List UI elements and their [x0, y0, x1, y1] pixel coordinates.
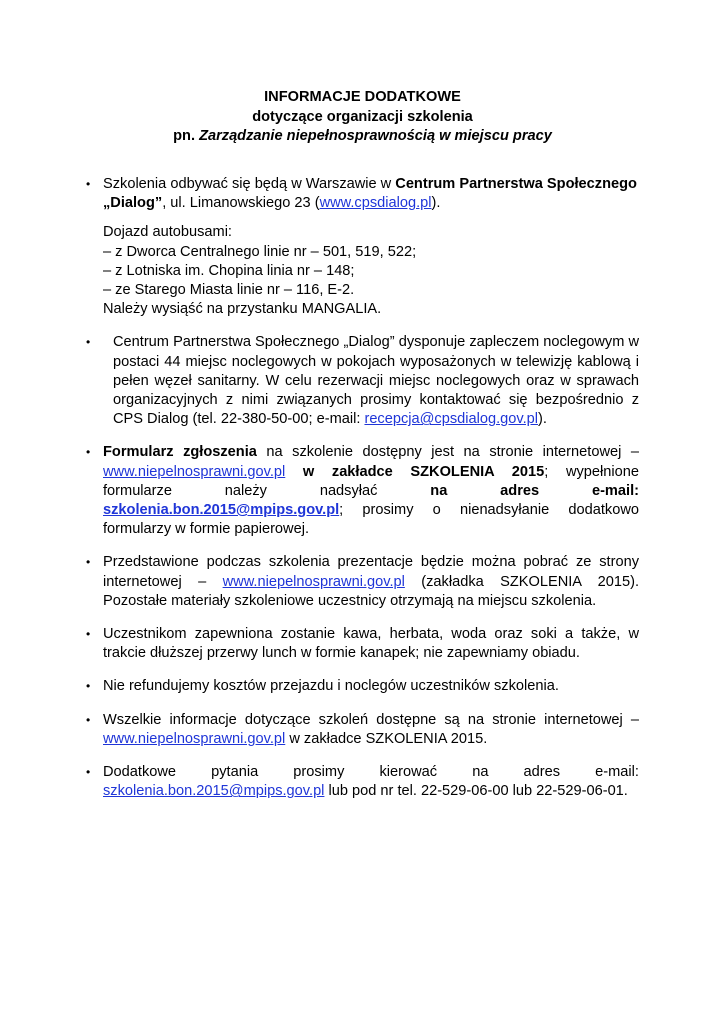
questions-first-line: [103, 763, 639, 782]
accommodation-text-part: Centrum Partnerstwa Społecznego „Dialog” dysponuje zapleczem noclegowym w postaci 44 miejsc noclegowych w pokojach wyposażonych w telewizję kablową i pełen węzeł sanitarny. W celu rezerwacji miejsc noclegowych oraz w sprawach organizacyjnych z nimi związanych prosimy kontaktować się bezpośrednio z CPS Dialog (tel. 22-380-50-00; e-mail:: [113, 334, 639, 428]
niepelnosprawni-link[interactable]: www.niepelnosprawni.gov.pl: [103, 730, 286, 747]
header-training-title: Zarządzanie niepełnosprawnością w miejscu pracy: [199, 128, 552, 144]
more-info-text-part: Wszelkie informacje dotyczące szkoleń dostępne są na stronie internetowej –: [103, 711, 639, 728]
training-email-link[interactable]: szkolenia.bon.2015@mpips.gov.pl: [103, 502, 340, 519]
bullet-icon: •: [86, 177, 91, 191]
more-info-text: [103, 711, 639, 749]
questions-word: pytania: [211, 764, 259, 781]
location-text-part: Szkolenia odbywać się będą w Warszawie w: [103, 176, 396, 192]
location-text: [103, 175, 639, 213]
questions-word: Dodatkowe: [103, 764, 177, 781]
list-item-registration: [86, 443, 639, 553]
questions-word: kierować: [379, 764, 438, 781]
accommodation-text-end: ).: [538, 411, 547, 428]
presentations-text-part: Przedstawione podczas szkolenia prezentacje będzie można pobrać ze strony internetowej –: [103, 554, 639, 590]
niepelnosprawni-link[interactable]: www.niepelnosprawni.gov.pl: [103, 463, 286, 480]
bullet-icon: •: [86, 445, 91, 460]
questions-word: prosimy: [293, 764, 345, 781]
header-subtitle: dotyczące organizacji szkolenia: [252, 108, 473, 125]
document-header: [0, 88, 725, 147]
bullet-icon: •: [86, 765, 91, 780]
bullet-icon: •: [86, 712, 91, 727]
presentations-text-end: (zakładka SZKOLENIA 2015). Pozostałe materiały szkoleniowe uczestnicy otrzymają na miejscu szkolenia.: [103, 573, 640, 609]
registration-form-label: Formularz zgłoszenia: [103, 444, 257, 461]
registration-text-part: na szkolenie dostępny jest na stronie internetowej –: [256, 444, 639, 461]
transport-line-central: – z Dworca Centralnego linie nr – 501, 519, 522;: [103, 243, 417, 260]
list-item-more-info: [86, 711, 639, 763]
bullet-icon: •: [86, 335, 91, 350]
registration-text: [103, 443, 639, 539]
questions-word: na: [472, 764, 489, 781]
list-item-location: [86, 175, 639, 333]
registration-text-part2: ; wypełnione formularze należy nadsyłać: [103, 463, 639, 499]
venue-name-dialog: „Dialog”: [103, 195, 163, 212]
reception-email-link[interactable]: recepcja@cpsdialog.gov.pl: [364, 411, 539, 428]
presentations-text: [103, 553, 639, 611]
catering-text: Uczestnikom zapewniona zostanie kawa, herbata, woda oraz soki a także, w trakcie dłuższej przerwy lunch w formie kanapek; nie zapewniamy obiadu.: [103, 626, 639, 662]
registration-email-label: na adres e-mail:: [430, 482, 639, 499]
registration-tab-label: w zakładce SZKOLENIA 2015: [285, 463, 545, 480]
registration-text-end: ; prosimy o nienadsyłanie dodatkowo formularzy w formie papierowej.: [103, 502, 639, 538]
niepelnosprawni-link[interactable]: www.niepelnosprawni.gov.pl: [222, 573, 405, 590]
list-item-questions: [86, 763, 639, 801]
cpsdialog-link[interactable]: www.cpsdialog.pl: [319, 195, 432, 212]
questions-word: e-mail:: [595, 764, 639, 781]
venue-address: , ul. Limanowskiego 23 (: [162, 195, 320, 212]
list-item-presentations: [86, 553, 639, 625]
transport-line-old-town: – ze Starego Miasta linie nr – 116, E-2.: [103, 282, 355, 299]
questions-word: adres: [523, 764, 561, 781]
header-training-name: [0, 127, 725, 147]
questions-second-line: [103, 782, 639, 801]
bullet-icon: •: [86, 555, 91, 570]
list-item-catering: [86, 625, 639, 677]
bullet-icon: •: [86, 679, 91, 694]
venue-name: Centrum Partnerstwa Społecznego: [395, 176, 637, 192]
list-item-refund: [86, 677, 639, 710]
transport-stop: Należy wysiąść na przystanku MANGALIA.: [103, 301, 382, 318]
info-list: [86, 175, 639, 801]
header-prefix: pn.: [173, 128, 200, 144]
bullet-icon: •: [86, 627, 91, 642]
location-text-end: ).: [431, 195, 441, 212]
more-info-text-end: w zakładce SZKOLENIA 2015.: [285, 730, 488, 747]
questions-phone-text: lub pod nr tel. 22-529-06-00 lub 22-529-06-01.: [324, 783, 628, 800]
transport-line-airport: – z Lotniska im. Chopina linia nr – 148;: [103, 262, 355, 279]
training-email-link[interactable]: szkolenia.bon.2015@mpips.gov.pl: [103, 783, 325, 800]
list-item-accommodation: [86, 333, 639, 443]
header-title: INFORMACJE DODATKOWE: [264, 89, 461, 105]
accommodation-text: [103, 333, 639, 429]
refund-text: Nie refundujemy kosztów przejazdu i noclegów uczestników szkolenia.: [103, 678, 559, 695]
transport-heading: Dojazd autobusami:: [103, 224, 232, 241]
